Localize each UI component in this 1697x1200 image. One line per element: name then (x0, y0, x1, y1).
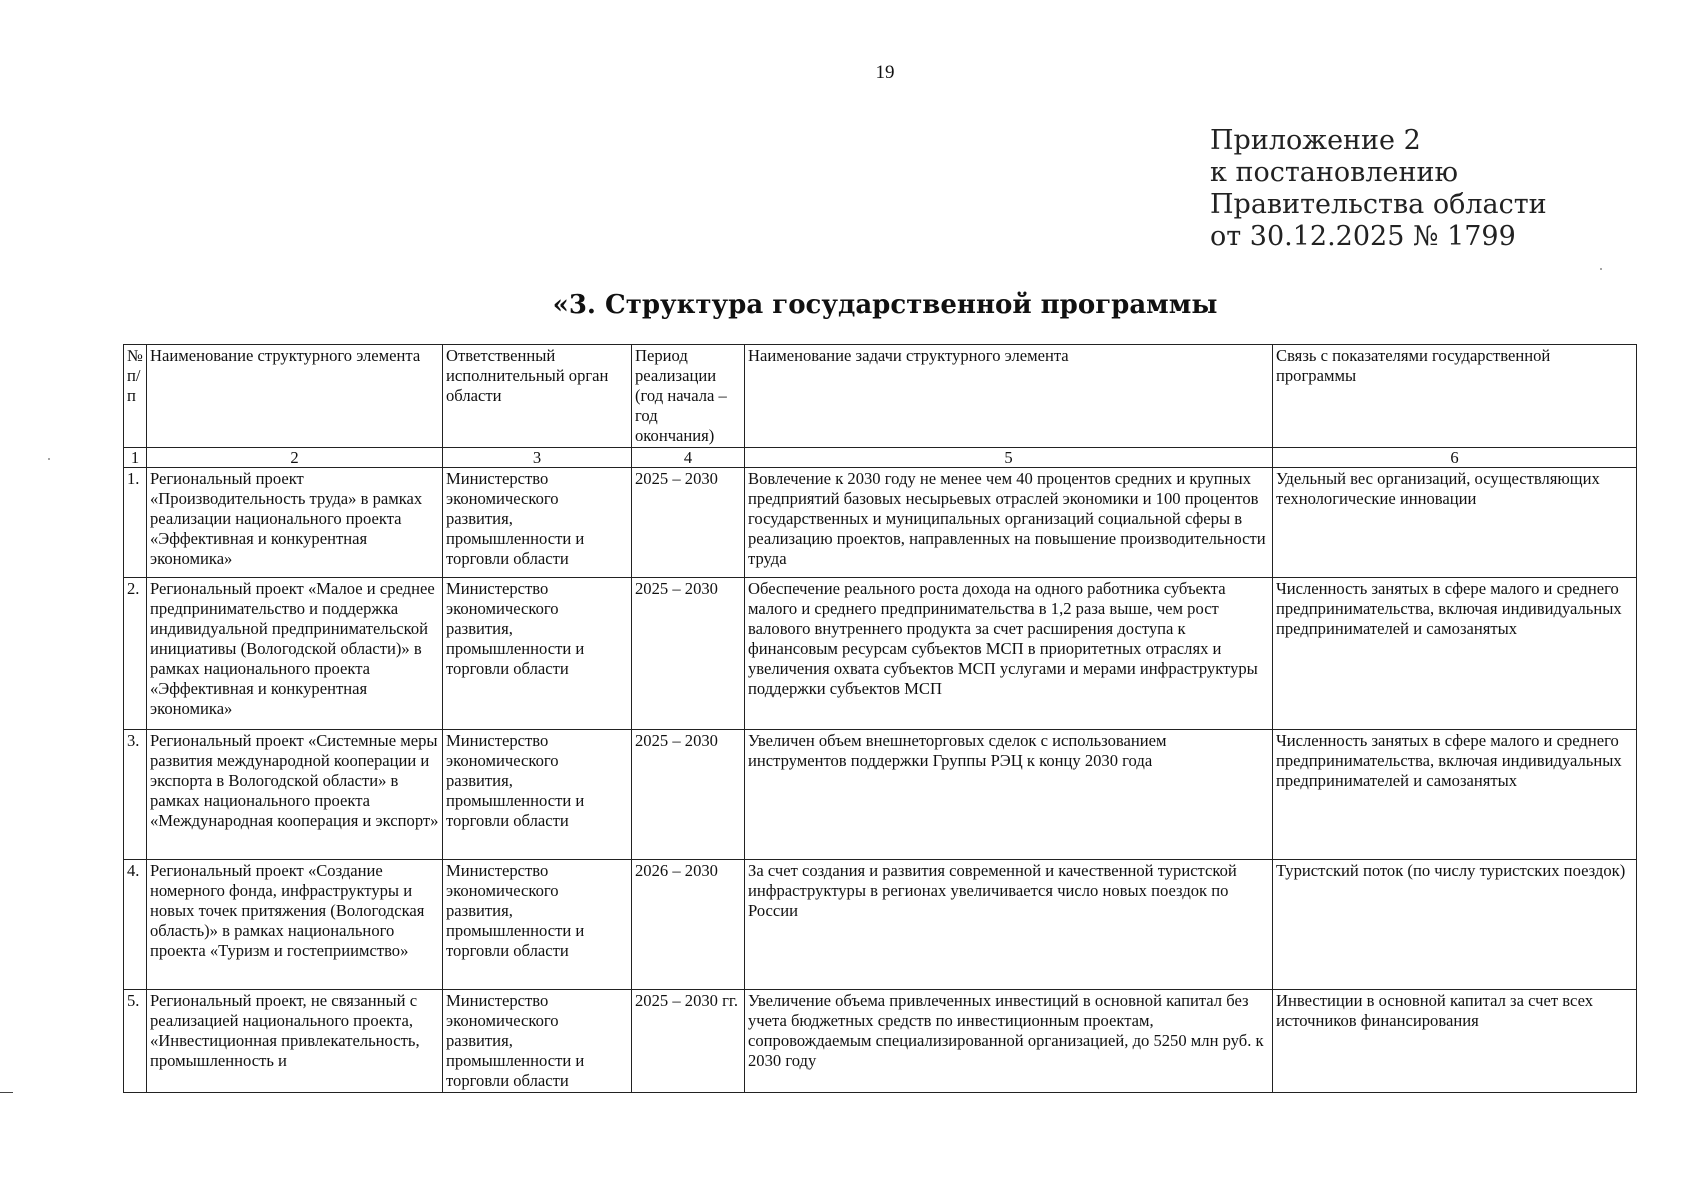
element-name: Региональный проект «Системные меры развития международной кооперации и экспорта в Вологодской области» в рамках национального проекта «Международная кооперация и экспорт» (147, 730, 443, 860)
task: Вовлечение к 2030 году не менее чем 40 процентов средних и крупных предприятий базовых несырьевых отраслей экономики и 100 процентов государственных и муниципальных организаций социальной сферы в реализацию проектов, направленных на повышение производительности труда (745, 468, 1273, 578)
task: Увеличение объема привлеченных инвестиций в основной капитал без учета бюджетных средств по инвестиционным проектам, сопровождаемым специализированной организацией, до 5250 млн руб. к 2030 году (745, 990, 1273, 1093)
column-number: 4 (632, 448, 745, 468)
header-task: Наименование задачи структурного элемента (745, 345, 1273, 448)
scan-edge-mark (0, 1092, 13, 1093)
task: Обеспечение реального роста дохода на одного работника субъекта малого и среднего предпринимательства в 1,2 раза выше, чем рост валового внутреннего продукта за счет расширения доступа к финансовым ресурсам субъектов МСП в приоритетных отраслях и увеличения охвата субъектов МСП услугами и мерами инфраструктуры поддержки субъектов МСП (745, 578, 1273, 730)
column-number: 3 (443, 448, 632, 468)
row-number: 5. (124, 990, 147, 1093)
header-element-name: Наименование структурного элемента (147, 345, 443, 448)
period: 2025 – 2030 (632, 468, 745, 578)
indicator: Инвестиции в основной капитал за счет всех источников финансирования (1273, 990, 1637, 1093)
column-number: 6 (1273, 448, 1637, 468)
header-indicator: Связь с показателями государственной программы (1273, 345, 1637, 448)
section-title: «3. Структура государственной программы (552, 290, 1218, 320)
column-number-row (124, 448, 1637, 468)
row-number: 2. (124, 578, 147, 730)
indicator: Туристский поток (по числу туристских поездок) (1273, 860, 1637, 990)
task: Увеличен объем внешнеторговых сделок с использованием инструментов поддержки Группы РЭЦ к концу 2030 года (745, 730, 1273, 860)
table-row (124, 578, 1637, 730)
column-number: 1 (124, 448, 147, 468)
appendix-line-2: к постановлению (1210, 157, 1458, 188)
header-executor: Ответственный исполнительный орган области (443, 345, 632, 448)
header-number: № п/п (124, 345, 147, 448)
executor: Министерство экономического развития, промышленности и торговли области (443, 860, 632, 990)
period: 2025 – 2030 гг. (632, 990, 745, 1093)
indicator: Численность занятых в сфере малого и среднего предпринимательства, включая индивидуальных предпринимателей и самозанятых (1273, 730, 1637, 860)
executor: Министерство экономического развития, промышленности и торговли области (443, 990, 632, 1093)
table-row (124, 730, 1637, 860)
table-header-row (124, 345, 1637, 448)
appendix-line-3: Правительства области (1210, 189, 1547, 220)
column-number: 5 (745, 448, 1273, 468)
executor: Министерство экономического развития, промышленности и торговли области (443, 578, 632, 730)
indicator: Численность занятых в сфере малого и среднего предпринимательства, включая индивидуальных предпринимателей и самозанятых (1273, 578, 1637, 730)
table-row (124, 860, 1637, 990)
appendix-note (1210, 125, 1547, 253)
table-row (124, 468, 1637, 578)
period: 2026 – 2030 (632, 860, 745, 990)
executor: Министерство экономического развития, промышленности и торговли области (443, 730, 632, 860)
column-number: 2 (147, 448, 443, 468)
appendix-line-4: от 30.12.2025 № 1799 (1210, 221, 1516, 252)
appendix-line-1: Приложение 2 (1210, 125, 1421, 156)
period: 2025 – 2030 (632, 578, 745, 730)
header-period: Период реализации (год начала – год окончания) (632, 345, 745, 448)
period: 2025 – 2030 (632, 730, 745, 860)
indicator: Удельный вес организаций, осуществляющих технологические инновации (1273, 468, 1637, 578)
scan-speck (1600, 268, 1602, 270)
task: За счет создания и развития современной и качественной туристской инфраструктуры в регионах увеличивается число новых поездок по России (745, 860, 1273, 990)
row-number: 3. (124, 730, 147, 860)
program-structure-table (123, 344, 1637, 1093)
page-number: 19 (875, 62, 895, 83)
element-name: Региональный проект «Производительность труда» в рамках реализации национального проекта «Эффективная и конкурентная экономика» (147, 468, 443, 578)
executor: Министерство экономического развития, промышленности и торговли области (443, 468, 632, 578)
element-name: Региональный проект «Малое и среднее предпринимательство и поддержка индивидуальной предпринимательской инициативы (Вологодской области)» в рамках национального проекта «Эффективная и конкурентная экономика» (147, 578, 443, 730)
element-name: Региональный проект, не связанный с реализацией национального проекта, «Инвестиционная привлекательность, промышленность и (147, 990, 443, 1093)
row-number: 1. (124, 468, 147, 578)
table-row (124, 990, 1637, 1093)
scan-speck (48, 458, 50, 460)
row-number: 4. (124, 860, 147, 990)
element-name: Региональный проект «Создание номерного фонда, инфраструктуры и новых точек притяжения (Вологодская область)» в рамках национального проекта «Туризм и гостеприимство» (147, 860, 443, 990)
